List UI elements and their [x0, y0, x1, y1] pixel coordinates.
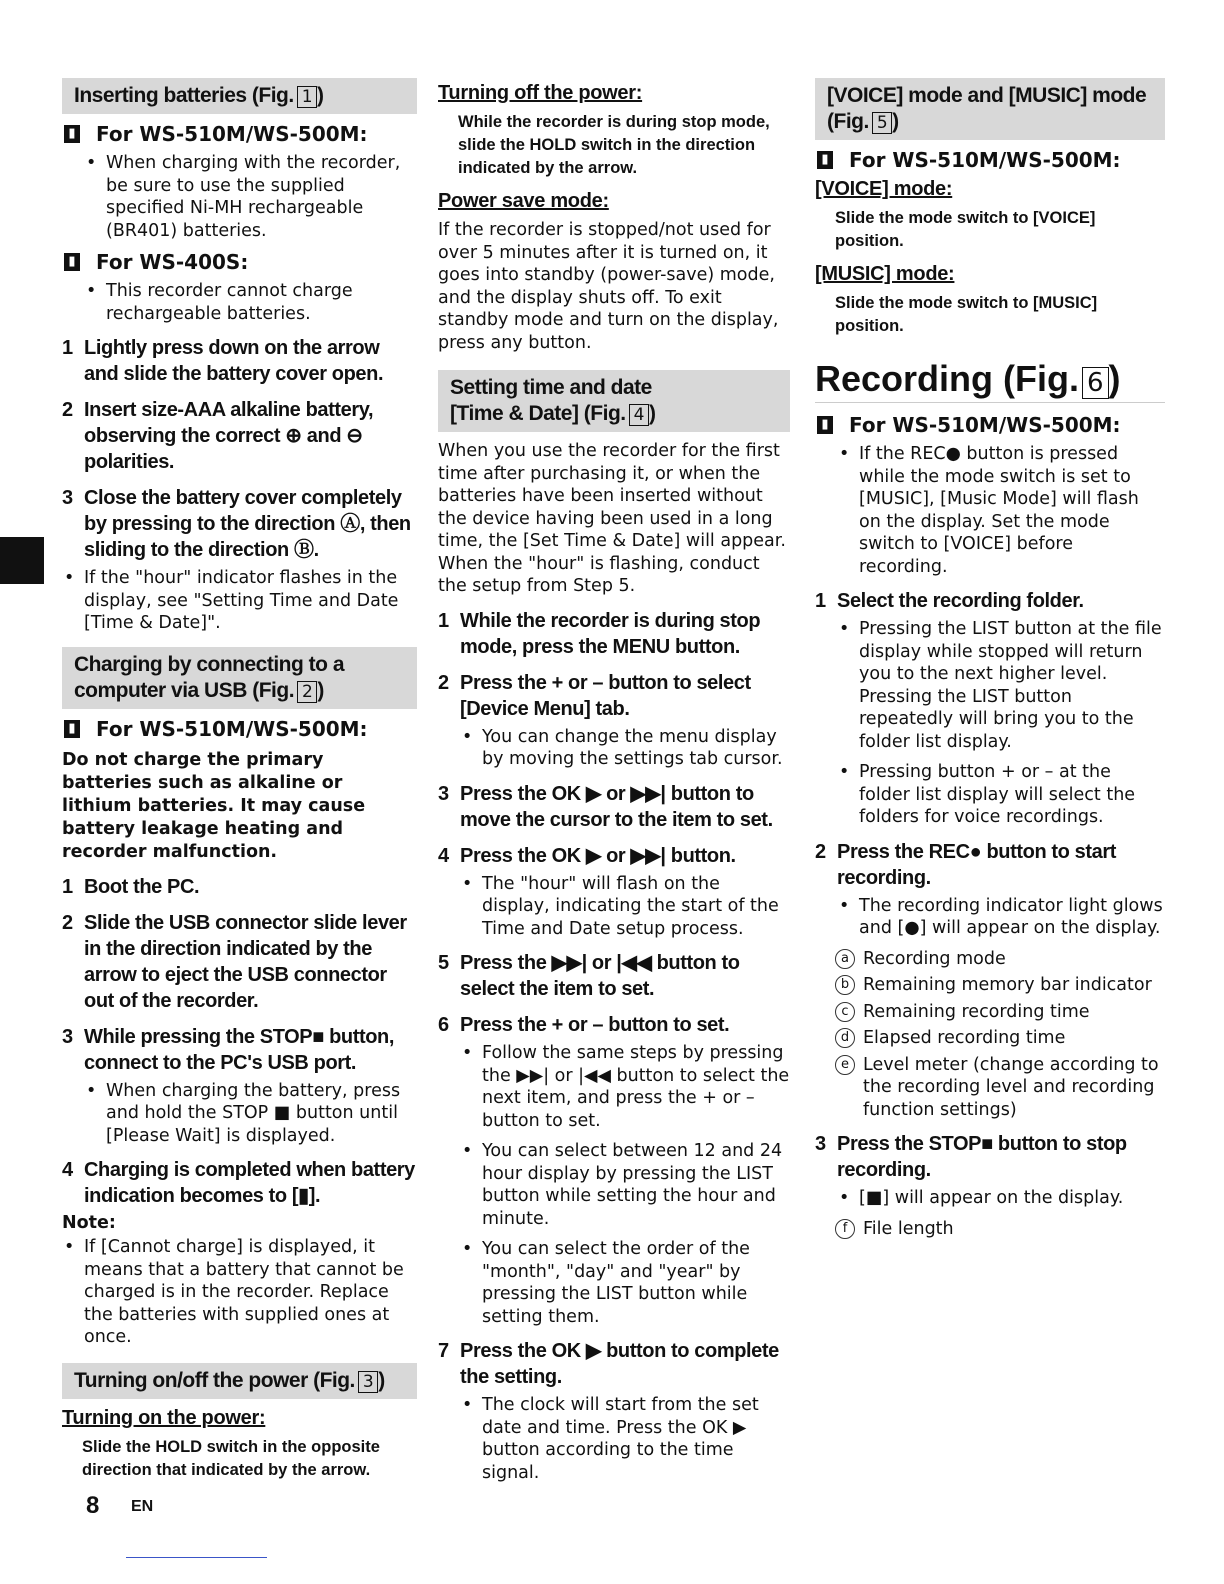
bullet-text: • If the REC● button is pressed while the mode switch is set to [MUSIC], [Music Mode] will flash on the display. Set the mode switch to [VOICE] before recording. [815, 443, 1165, 578]
time-step-4: 4 Press the OK ▶ or ▶▶| button. [438, 844, 736, 867]
figure-ref-box: 1 [297, 86, 317, 108]
time-step-2: 2 Press the + or – button to select [Device Menu] tab. [438, 671, 751, 720]
paragraph: If the recorder is stopped/not used for over 5 minutes after it is turned on, it goes into standby (power-save) mode, and the display shuts off. To exit standby mode and turn on the display, press any button. [438, 220, 779, 353]
battery-icon: ▮ [817, 416, 833, 434]
callout-letter: c [835, 1002, 855, 1022]
figure-ref-box: 5 [872, 112, 892, 134]
bullet-text: • If the "hour" indicator flashes in the display, see "Setting Time and Date [Time & Date]". [62, 567, 417, 635]
footer-rule [126, 1557, 267, 1558]
bullet-text: • The "hour" will flash on the display, indicating the start of the Time and Date setup process. [438, 873, 790, 941]
section-heading-power: Turning on/off the power (Fig. 3 ) [62, 1363, 417, 1399]
callout-item: e Level meter (change according to the recording level and recording function settings) [815, 1054, 1165, 1122]
note-label: Note: [62, 1213, 116, 1233]
callout-letter: f [835, 1219, 855, 1239]
charging-step-1: 1 Boot the PC. [62, 875, 200, 898]
callout-letter: e [835, 1055, 855, 1075]
warning-text: Do not charge the primary batteries such as alkaline or lithium batteries. It may cause battery leakage heating and recorder malfunction. [62, 749, 366, 862]
rec-step-1: 1 Select the recording folder. [815, 590, 1084, 612]
model-heading: ▮ For WS-400S: [62, 250, 417, 274]
step-1: 1 Lightly press down on the arrow and slide the battery cover open. [62, 337, 384, 385]
charging-step-2: 2 Slide the USB connector slide lever in the direction indicated by the arrow to eject the USB connector out of the recorder. [62, 911, 407, 1012]
chapter-tab-marker [0, 537, 44, 584]
bullet-text: • You can change the menu display by moving the settings tab cursor. [438, 726, 790, 771]
instruction-text: Slide the mode switch to [VOICE] position. [835, 209, 1096, 250]
instruction-text: Slide the mode switch to [MUSIC] position. [835, 294, 1098, 335]
figure-ref-box: 6 [1082, 367, 1109, 399]
subheading-turn-on: Turning on the power: [62, 1406, 266, 1429]
section-heading-charging: Charging by connecting to a computer via USB (Fig. 2 ) [62, 647, 417, 709]
time-step-1: 1 While the recorder is during stop mode, press the MENU button. [438, 609, 761, 658]
callout-item: b Remaining memory bar indicator [815, 974, 1165, 997]
model-heading: ▮ For WS-510M/WS-500M: [815, 148, 1165, 172]
time-step-5: 5 Press the ▶▶| or |◀◀ button to select the item to set. [438, 952, 740, 1000]
callout-letter: d [835, 1028, 855, 1048]
time-step-7: 7 Press the OK ▶ button to complete the setting. [438, 1340, 779, 1388]
section-heading-time-date: Setting time and date [Time & Date] (Fig. 4 ) [438, 370, 790, 432]
bullet-text: • Pressing the LIST button at the file display while stopped will return you to the next higher level. Pressing the LIST button repeatedly will bring you to the folder list display. [815, 618, 1165, 753]
bullet-text: • When charging the battery, press and hold the STOP ■ button until [Please Wait] is displayed. [62, 1080, 417, 1148]
instruction-text: While the recorder is during stop mode, slide the HOLD switch in the direction indicated by the arrow. [458, 113, 770, 177]
charging-step-4: 4 Charging is completed when battery indication becomes to [▮]. [62, 1159, 415, 1207]
instruction-text: Slide the HOLD switch in the opposite direction that indicated by the arrow. [82, 1437, 380, 1479]
bullet-text: • The clock will start from the set date and time. Press the OK ▶ button according to the time signal. [438, 1394, 790, 1484]
section-heading-modes: [VOICE] mode and [MUSIC] mode (Fig. 5 ) [815, 78, 1165, 140]
battery-icon: ▮ [64, 125, 80, 143]
column-2 [438, 78, 790, 1492]
column-1 [62, 78, 417, 1492]
figure-ref-box: 3 [358, 1371, 378, 1393]
callout-item: f File length [815, 1218, 1165, 1241]
callout-letter: a [835, 949, 855, 969]
rec-step-3: 3 Press the STOP■ button to stop recording. [815, 1133, 1127, 1181]
subheading-turn-off: Turning off the power: [438, 82, 643, 104]
step-2: 2 Insert size-AAA alkaline battery, observing the correct ⊕ and ⊖ polarities. [62, 399, 374, 473]
step-3: 3 Close the battery cover completely by pressing to the direction Ⓐ, then sliding to the direction Ⓑ. [62, 487, 411, 561]
paragraph: When you use the recorder for the first time after purchasing it, or when the batteries have been inserted without the device having been used in a long time, the [Set Time & Date] will appear. When the "hour" is flashing, conduct the setup from Step 5. [438, 441, 786, 596]
callout-item: c Remaining recording time [815, 1001, 1165, 1024]
column-3 [815, 78, 1165, 1244]
figure-ref-box: 4 [629, 404, 649, 426]
callout-letter: b [835, 975, 855, 995]
subheading-music-mode: [MUSIC] mode: [815, 263, 955, 285]
figure-ref-box: 2 [297, 681, 317, 703]
time-step-3: 3 Press the OK ▶ or ▶▶| button to move the cursor to the item to set. [438, 782, 773, 831]
model-heading: ▮ For WS-510M/WS-500M: [62, 122, 417, 146]
section-heading-inserting-batteries: Inserting batteries (Fig. 1 ) [62, 78, 417, 114]
bullet-text: • Pressing button + or – at the folder list display will select the folders for voice recordings. [815, 761, 1165, 829]
model-heading: ▮ For WS-510M/WS-500M: [62, 717, 417, 741]
time-step-6: 6 Press the + or – button to set. [438, 1014, 730, 1036]
section-heading-recording: Recording (Fig. 6 ) [815, 358, 1165, 403]
note-text: • If [Cannot charge] is displayed, it means that a battery that cannot be charged is in the recorder. Replace the batteries with supplied ones at once. [62, 1236, 417, 1349]
rec-step-2: 2 Press the REC● button to start recording. [815, 840, 1116, 889]
battery-icon: ▮ [64, 720, 80, 738]
bullet-text: • Follow the same steps by pressing the ▶▶| or |◀◀ button to select the next item, and press the + or – button to set. [438, 1042, 790, 1132]
bullet-text: • You can select between 12 and 24 hour display by pressing the LIST button while setting the hour and minute. [438, 1140, 790, 1230]
bullet-text: • When charging with the recorder, be sure to use the supplied specified Ni-MH rechargeable (BR401) batteries. [62, 152, 417, 242]
battery-icon: ▮ [64, 253, 80, 271]
charging-step-3: 3 While pressing the STOP■ button, connect to the PC's USB port. [62, 1025, 395, 1074]
language-code: EN [131, 1498, 154, 1515]
battery-icon: ▮ [817, 151, 833, 169]
model-heading: ▮ For WS-510M/WS-500M: [815, 413, 1165, 437]
subheading-voice-mode: [VOICE] mode: [815, 178, 953, 200]
subheading-power-save: Power save mode: [438, 190, 609, 212]
bullet-text: • You can select the order of the "month", "day" and "year" by pressing the LIST button while setting them. [438, 1238, 790, 1328]
bullet-text: • [■] will appear on the display. [815, 1187, 1165, 1210]
bullet-text: • The recording indicator light glows and [●] will appear on the display. [815, 895, 1165, 940]
callout-item: a Recording mode [815, 948, 1165, 971]
bullet-text: • This recorder cannot charge rechargeable batteries. [62, 280, 417, 325]
page-number: 8 [86, 1492, 100, 1519]
callout-item: d Elapsed recording time [815, 1027, 1165, 1050]
